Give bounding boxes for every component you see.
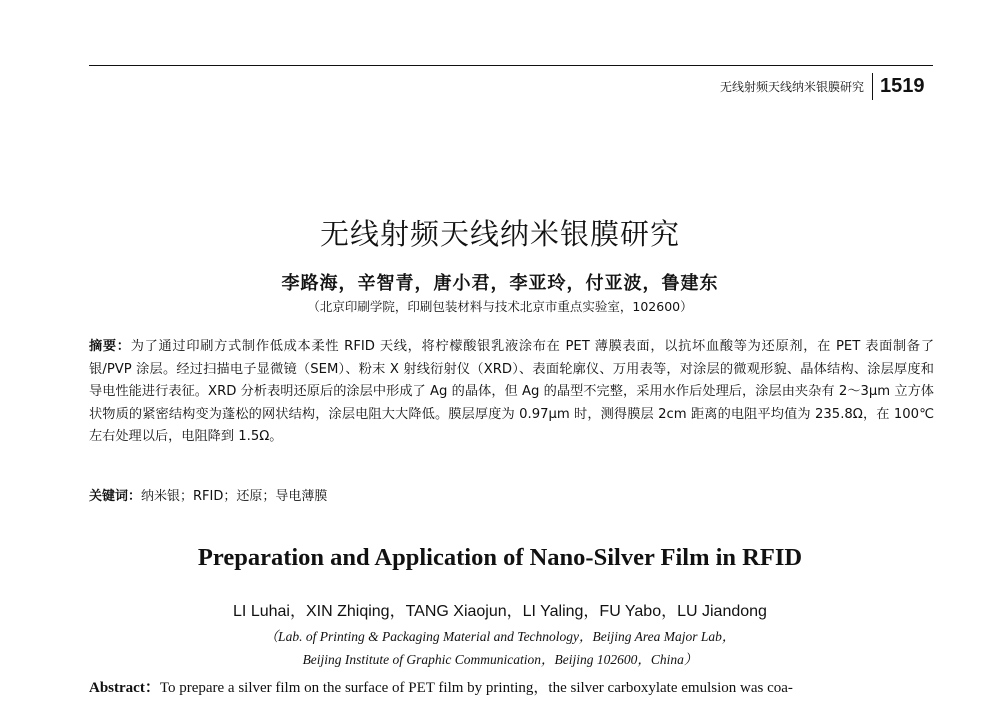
chinese-abstract: [89, 336, 934, 449]
english-authors: LI Luhai，XIN Zhiqing，TANG Xiaojun，LI Yaling，FU Yabo，LU Jiandong: [233, 603, 767, 620]
cropped-next-line: [89, 698, 934, 705]
english-abstract-text: To prepare a silver film on the surface of PET film by printing，the silver carboxylate emulsion was coa-: [159, 680, 793, 696]
chinese-keywords-text: 纳米银；RFID；还原；导电薄膜: [141, 489, 328, 504]
chinese-keywords-label: 关键词：: [89, 489, 142, 504]
running-head: [720, 72, 925, 100]
chinese-abstract-label: 摘要：: [89, 339, 131, 354]
chinese-keywords: [89, 487, 934, 507]
header-divider: [872, 73, 873, 100]
running-title: 无线射频天线纳米银膜研究: [720, 79, 865, 94]
english-abstract: [89, 677, 934, 699]
page-number: 1519: [880, 74, 925, 97]
english-affiliation: [0, 625, 1000, 671]
chinese-affiliation: （北京印刷学院，印刷包装材料与技术北京市重点实验室，102600）: [307, 299, 693, 314]
english-abstract-label: Abstract：: [89, 680, 160, 696]
english-affiliation-line-1: （Lab. of Printing & Packaging Material and Technology，Beijing Area Major Lab，: [264, 629, 736, 644]
chinese-title: 无线射频天线纳米银膜研究: [319, 217, 680, 251]
english-title: Preparation and Application of Nano-Silver Film in RFID: [197, 544, 803, 571]
chinese-authors: 李路海，辛智青，唐小君，李亚玲，付亚波，鲁建东: [281, 273, 719, 294]
english-affiliation-line-2: Beijing Institute of Graphic Communication，Beijing 102600，China）: [302, 652, 698, 667]
header-rule: [89, 65, 933, 66]
chinese-abstract-text: 为了通过印刷方式制作低成本柔性 RFID 天线，将柠檬酸银乳液涂布在 PET 薄膜表面，以抗坏血酸等为还原剂，在 PET 表面制备了银/PVP 涂层。经过扫描电子显微镜（SEM）、粉末 X 射线衍射仪（XRD）、表面轮廓仪、万用表等，对涂层的微观形貌、晶体结构、涂层厚度和导电性能进行表征。XRD 分析表明还原后的涂层中形成了 Ag 的晶体，但 Ag 的晶型不完整，采用水作后处理后，涂层由夹杂有 2～3μm 立方体状物质的紧密结构变为蓬松的网状结构，涂层电阻大大降低。膜层厚度为 0.97μm 时，测得膜层 2cm 距离的电阻平均值为 235.8Ω，在 100℃左右处理以后，电阻降到 1.5Ω。: [89, 339, 935, 444]
